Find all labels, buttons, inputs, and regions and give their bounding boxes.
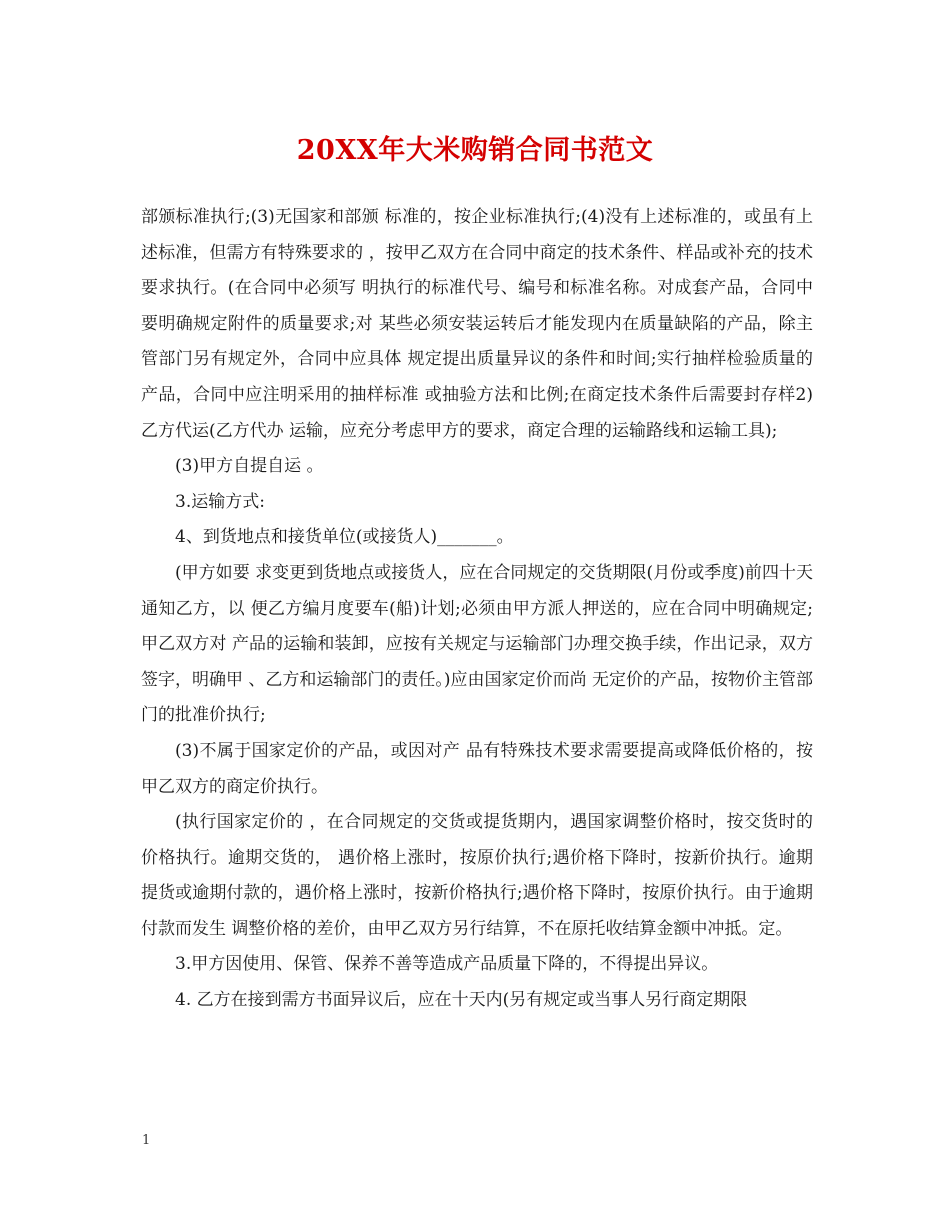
paragraph: 3.甲方因使用、保管、保养不善等造成产品质量下降的，不得提出异议。 — [175, 954, 719, 975]
paragraph: 3.运输方式: — [175, 491, 265, 512]
page-number: 1 — [142, 1133, 151, 1148]
document-body — [141, 200, 813, 1019]
paragraph: 4. 乙方在接到需方书面异议后，应在十天内(另有规定或当事人另行商定期限 — [175, 990, 748, 1011]
document-title: 20XX年大米购销合同书范文 — [296, 135, 654, 166]
paragraph: (甲方如要 求变更到货地点或接货人，应在合同规定的交货期限(月份或季度)前四十天通知乙方，以 便乙方编月度要车(船)计划;必须由甲方派人押送的，应在合同中明确规定;甲乙双方对 产品的运输和装卸，应按有关规定与运输部门办理交换手续，作出记录，双方签字，明确甲 、乙方和运输部门的责任。)应由国家定价而尚 无定价的产品，按物价主管部门的批准价执行; — [141, 562, 813, 726]
paragraph: (执行国家定价的 ，在合同规定的交货或提货期内，遇国家调整价格时，按交货时的价格执行。逾期交货的， 遇价格上涨时，按原价执行;遇价格下降时，按新价执行。逾期提货或逾期付款的，遇价格上涨时，按新价格执行;遇价格下降时，按原价执行。由于逾期付款而发生 调整价格的差价，由甲乙双方另行结算，不在原托收结算金额中冲抵。定。 — [141, 812, 813, 939]
paragraph: 部颁标准执行;(3)无国家和部颁 标准的，按企业标准执行;(4)没有上述标准的，或虽有上述标准，但需方有特殊要求的 ，按甲乙双方在合同中商定的技术条件、样品或补充的技术要求执行。(在合同中必须写 明执行的标准代号、编号和标准名称。对成套产品，合同中要明确规定附件的质量要求;对 某些必须安装运转后才能发现内在质量缺陷的产品，除主管部门另有规定外，合同中应具体 规定提出质量异议的条件和时间;实行抽样检验质量的产品，合同中应注明采用的抽样标准 或抽验方法和比例;在商定技术条件后需要封存样2)乙方代运(乙方代办 运输，应充分考虑甲方的要求，商定合理的运输路线和运输工具); — [141, 207, 813, 441]
paragraph: (3)甲方自提自运 。 — [175, 456, 324, 477]
paragraph: 4、到货地点和接货单位(或接货人)_______。 — [175, 527, 514, 548]
paragraph: (3)不属于国家定价的产品，或因对产 品有特殊技术要求需要提高或降低价格的，按甲乙双方的商定价执行。 — [141, 740, 813, 797]
